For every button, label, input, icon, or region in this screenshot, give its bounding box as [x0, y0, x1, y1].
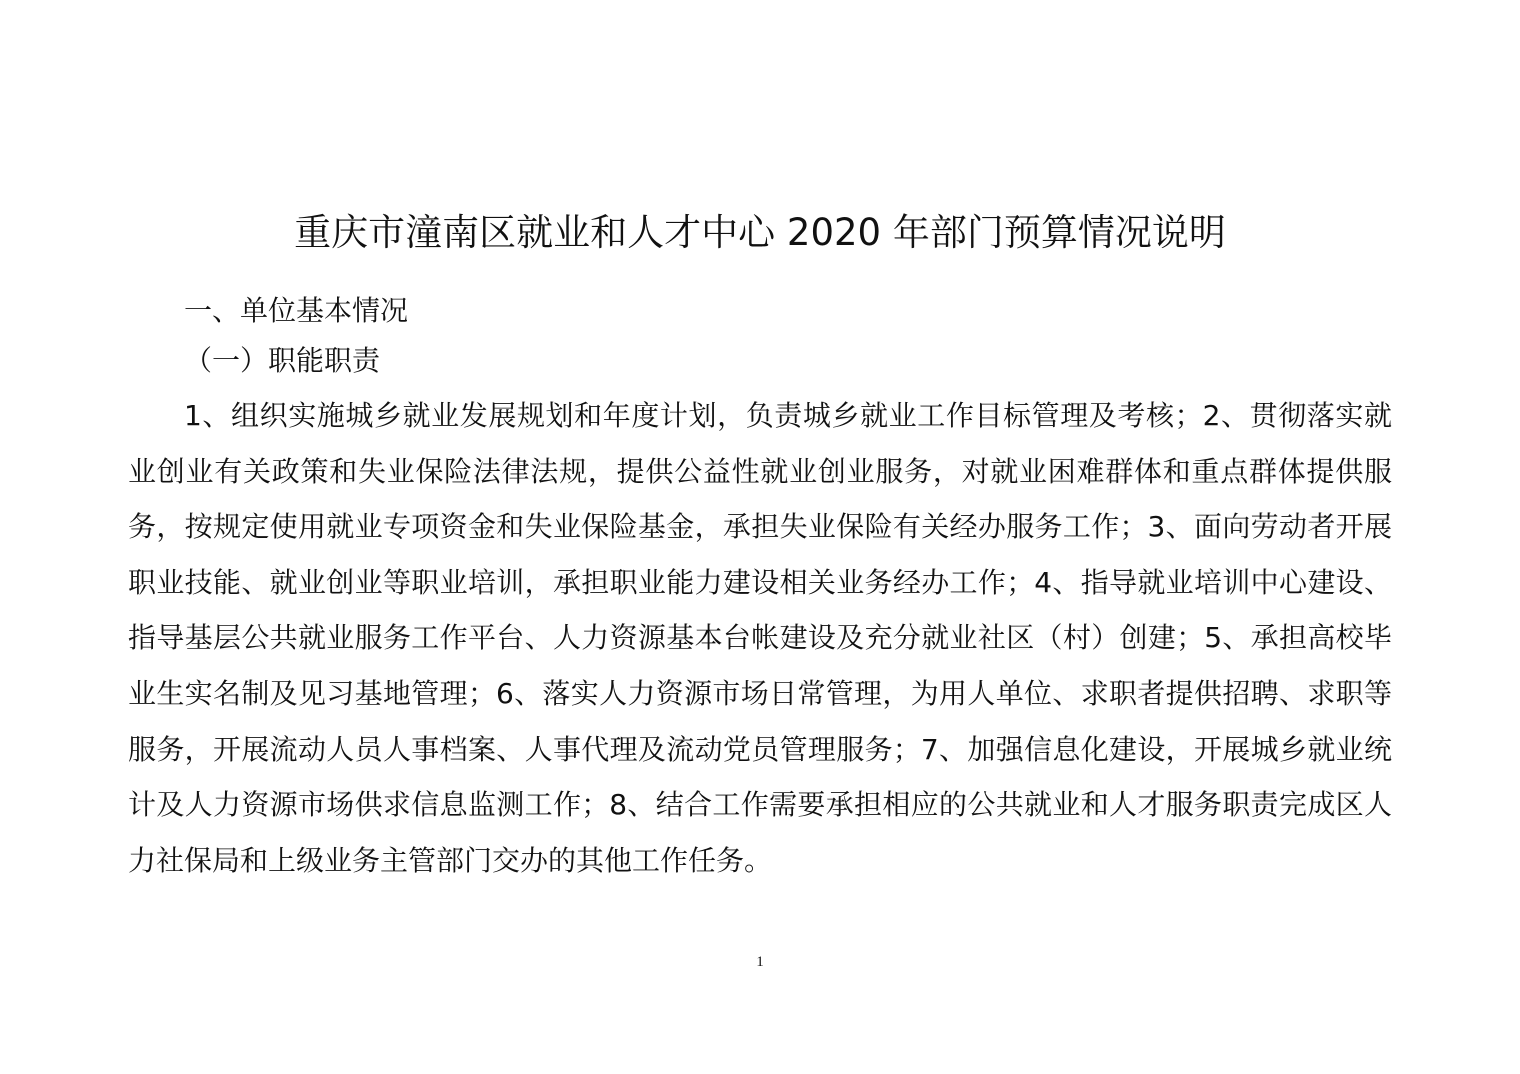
page-number: 1 [756, 954, 764, 970]
document-title: 重庆市潼南区就业和人才中心 2020 年部门预算情况说明 [294, 210, 1226, 254]
duties-paragraph: 1、组织实施城乡就业发展规划和年度计划，负责城乡就业工作目标管理及考核；2、贯彻落实就业创业有关政策和失业保险法律法规，提供公益性就业创业服务，对就业困难群体和重点群体提供服务，按规定使用就业专项资金和失业保险基金，承担失业保险有关经办服务工作；3、面向劳动者开展职业技能、就业创业等职业培训，承担职业能力建设相关业务经办工作；4、指导就业培训中心建设、指导基层公共就业服务工作平台、人力资源基本台帐建设及充分就业社区（村）创建；5、承担高校毕业生实名制及见习基地管理；6、落实人力资源市场日常管理，为用人单位、求职者提供招聘、求职等服务，开展流动人员人事档案、人事代理及流动党员管理服务；7、加强信息化建设，开展城乡就业统计及人力资源市场供求信息监测工作；8、结合工作需要承担相应的公共就业和人才服务职责完成区人力社保局和上级业务主管部门交办的其他工作任务。 [128, 399, 1392, 877]
subsection-heading: （一）职能职责 [184, 344, 381, 377]
section-heading: 一、单位基本情况 [184, 294, 409, 327]
